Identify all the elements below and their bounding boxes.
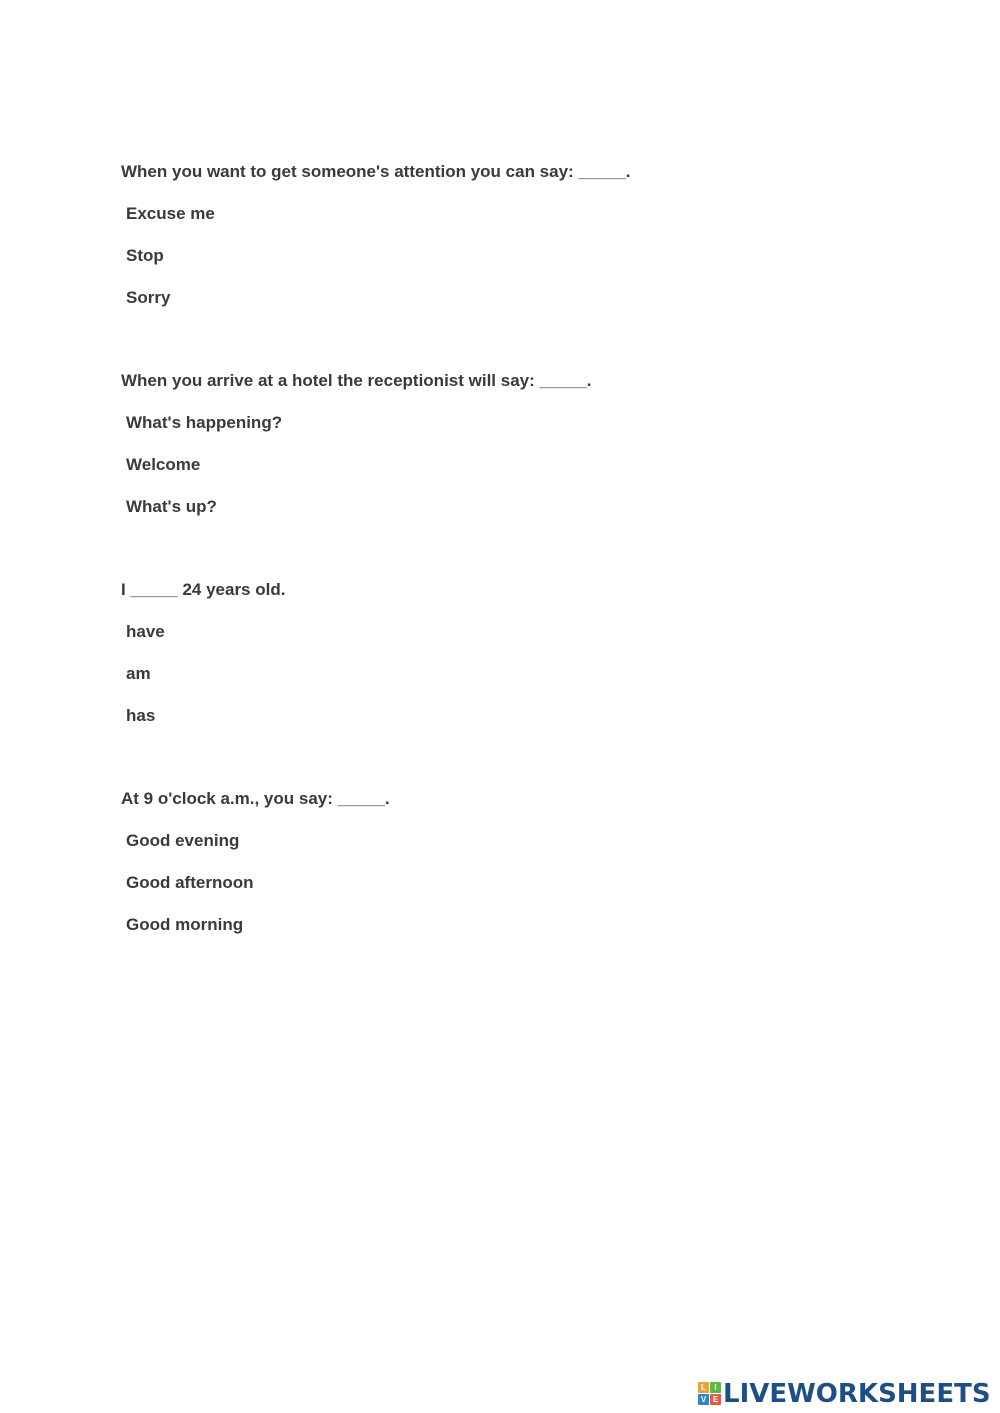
liveworksheets-logo-icon: [698, 1382, 721, 1406]
question-4-text: At 9 o'clock a.m., you say: _____.: [121, 789, 390, 808]
question-3-option-1[interactable]: have: [126, 622, 165, 641]
question-1: [121, 161, 630, 309]
question-3-options: [121, 621, 285, 727]
question-3-text: I _____ 24 years old.: [121, 580, 286, 599]
question-1-option-1[interactable]: Excuse me: [126, 204, 215, 223]
brand-name: LIVEWORKSHEETS: [723, 1379, 991, 1409]
question-2-option-1[interactable]: What's happening?: [126, 413, 283, 432]
question-1-text: When you want to get someone's attention you can say: _____.: [121, 162, 631, 181]
liveworksheets-brand: [698, 1379, 991, 1409]
question-1-option-2[interactable]: Stop: [126, 246, 164, 265]
question-4: [121, 788, 390, 936]
question-2-option-3[interactable]: What's up?: [126, 497, 217, 516]
logo-letter-v: V: [698, 1394, 709, 1405]
logo-letter-l: L: [698, 1382, 709, 1393]
question-2-option-2[interactable]: Welcome: [126, 455, 201, 474]
question-2-options: [121, 412, 592, 518]
question-3: [121, 579, 285, 727]
logo-letter-i: I: [710, 1382, 721, 1393]
question-4-options: [121, 830, 390, 936]
question-4-option-3[interactable]: Good morning: [126, 915, 244, 934]
question-1-options: [121, 203, 630, 309]
question-2-text: When you arrive at a hotel the receptionist will say: _____.: [121, 371, 592, 390]
question-4-option-1[interactable]: Good evening: [126, 831, 240, 850]
question-4-option-2[interactable]: Good afternoon: [126, 873, 254, 892]
logo-letter-e: E: [710, 1394, 721, 1405]
question-1-option-3[interactable]: Sorry: [126, 288, 171, 307]
question-3-option-2[interactable]: am: [126, 664, 151, 683]
question-3-option-3[interactable]: has: [126, 706, 156, 725]
question-2: [121, 370, 592, 518]
